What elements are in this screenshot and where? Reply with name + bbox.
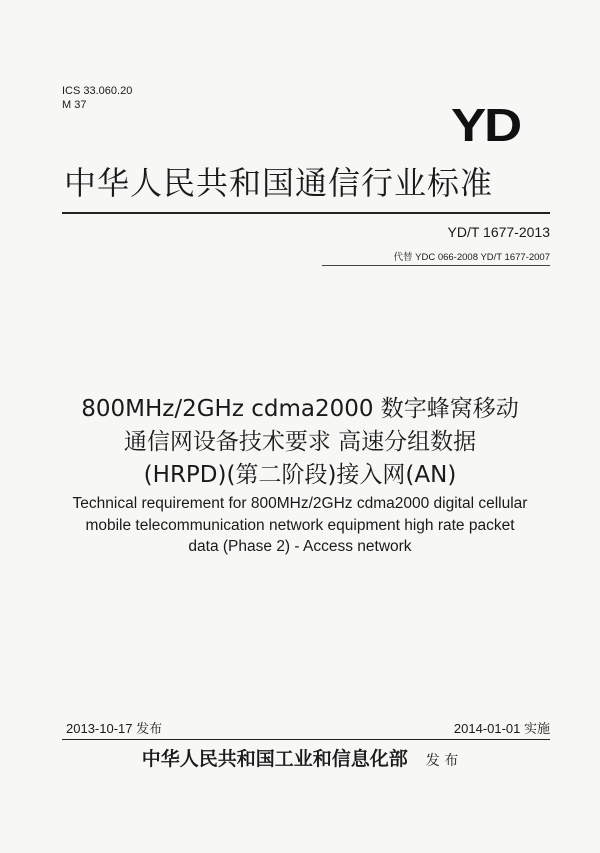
- english-title-line-1: Technical requirement for 800MHz/2GHz cdma2000 digital cellular: [72, 495, 528, 512]
- english-title-line-3: data (Phase 2) - Access network: [188, 538, 412, 555]
- chinese-title-line-1: 800MHz/2GHz cdma2000 数字蜂窝移动: [81, 396, 519, 422]
- replaces-divider: [322, 265, 550, 266]
- issuer: [0, 744, 600, 771]
- english-title-line-2: mobile telecommunication network equipment high rate packet: [85, 516, 515, 534]
- chinese-title: [0, 393, 600, 492]
- standard-number: YD/T 1677-2013: [447, 224, 550, 240]
- yd-logo: YD: [451, 99, 520, 151]
- english-title: [0, 493, 600, 558]
- ccs-code: M 37: [62, 99, 87, 111]
- issue-date: 2013-10-17 发布: [66, 721, 163, 736]
- issuer-verb: 发 布: [425, 753, 459, 769]
- chinese-title-line-3: (HRPD)(第二阶段)接入网(AN): [143, 462, 457, 488]
- issuer-name: 中华人民共和国工业和信息化部: [141, 748, 408, 770]
- replaces-note: 代替 YDC 066-2008 YD/T 1677-2007: [393, 252, 550, 263]
- classification-codes: [62, 84, 132, 112]
- bottom-divider: [62, 739, 550, 740]
- ics-code: ICS 33.060.20: [62, 85, 133, 97]
- implementation-date: 2014-01-01 实施: [453, 721, 550, 736]
- top-divider: [62, 212, 550, 214]
- chinese-title-line-2: 通信网设备技术要求 高速分组数据: [123, 429, 477, 455]
- organization-title: 中华人民共和国通信行业标准: [64, 164, 494, 202]
